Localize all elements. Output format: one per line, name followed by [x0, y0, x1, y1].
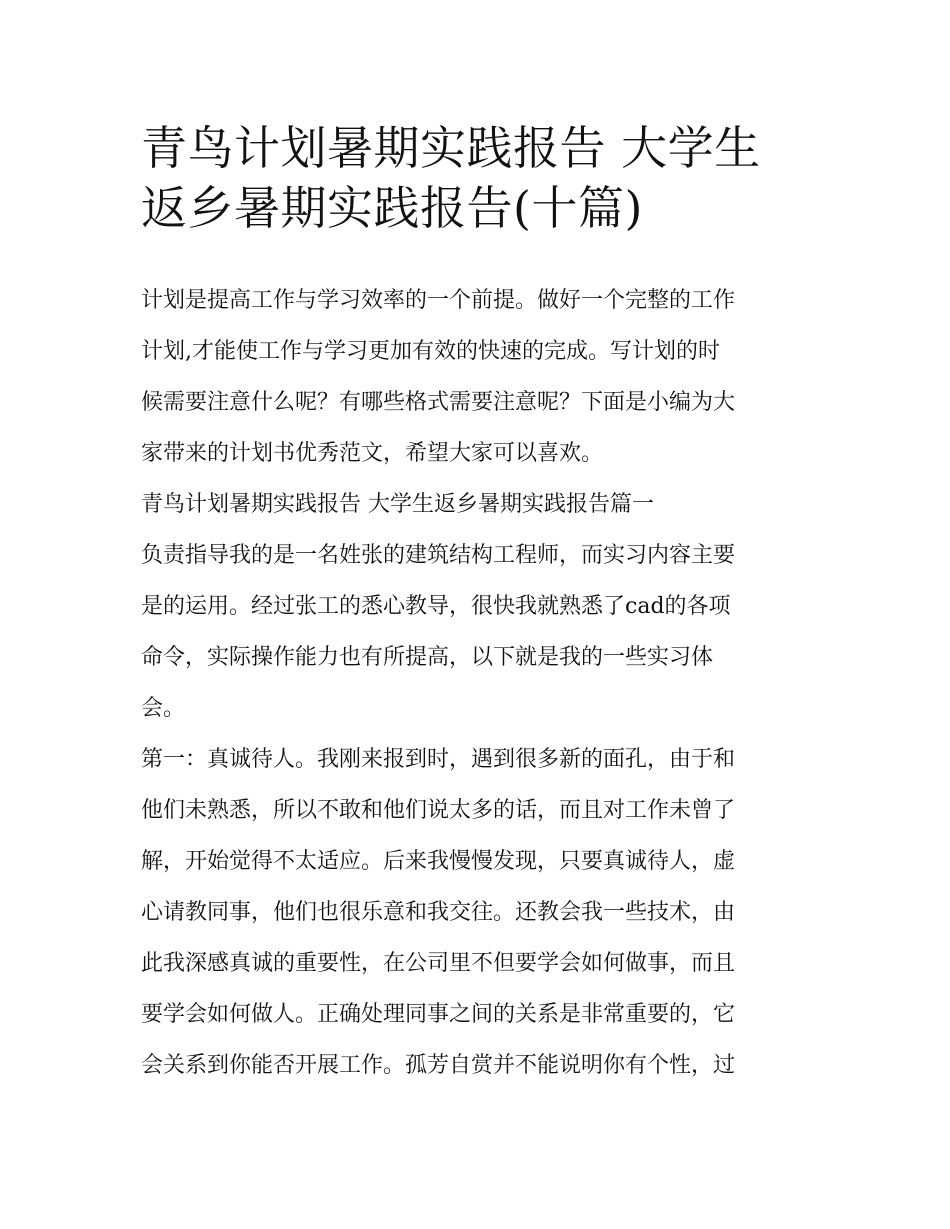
body-line: 要学会如何做人。正确处理同事之间的关系是非常重要的，它 — [141, 1002, 736, 1027]
section-heading: 青鸟计划暑期实践报告 大学生返乡暑期实践报告篇一 — [141, 492, 654, 517]
title-line-1: 青鸟计划暑期实践报告 大学生 — [141, 121, 761, 175]
body-line: 家带来的计划书优秀范文，希望大家可以喜欢。 — [141, 441, 604, 466]
body-line: 心请教同事，他们也很乐意和我交往。还教会我一些技术，由 — [141, 900, 736, 925]
title-line-2: 返乡暑期实践报告(十篇) — [141, 181, 643, 235]
document-body — [141, 275, 841, 1091]
body-line: 此我深感真诚的重要性，在公司里不但要学会如何做事，而且 — [141, 951, 736, 976]
body-line: 命令，实际操作能力也有所提高，以下就是我的一些实习体 — [141, 645, 714, 670]
body-line: 他们未熟悉，所以不敢和他们说太多的话，而且对工作未曾了 — [141, 798, 736, 823]
body-line: 解，开始觉得不太适应。后来我慢慢发现，只要真诚待人，虚 — [141, 849, 736, 874]
body-line: 负责指导我的是一名姓张的建筑结构工程师，而实习内容主要 — [141, 543, 736, 568]
body-line: 是的运用。经过张工的悉心教导，很快我就熟悉了cad的各项 — [141, 594, 731, 619]
body-line: 计划是提高工作与学习效率的一个前提。做好一个完整的工作 — [141, 288, 736, 313]
document-title — [141, 118, 831, 238]
body-line: 计划,才能使工作与学习更加有效的快速的完成。写计划的时 — [141, 339, 720, 364]
body-line: 第一：真诚待人。我刚来报到时，遇到很多新的面孔，由于和 — [141, 747, 736, 772]
body-line: 会关系到你能否开展工作。孤芳自赏并不能说明你有个性，过 — [141, 1053, 736, 1078]
body-line: 候需要注意什么呢？有哪些格式需要注意呢？下面是小编为大 — [141, 390, 736, 415]
body-line: 会。 — [141, 696, 186, 721]
